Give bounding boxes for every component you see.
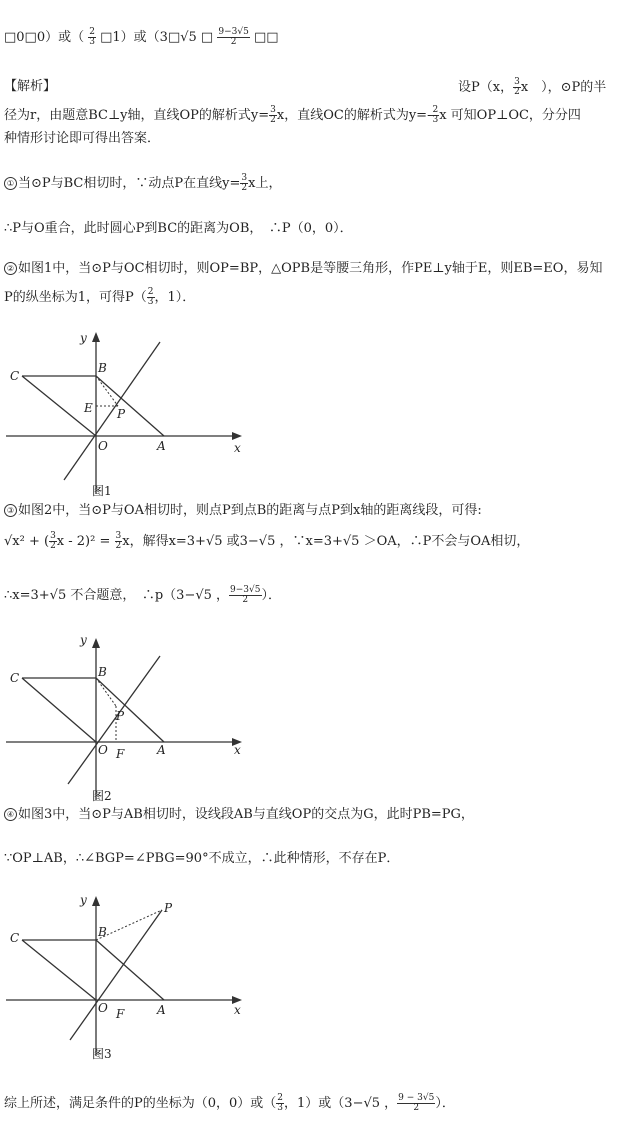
case-marker: ① bbox=[4, 177, 17, 190]
fraction: $\frac{9-3√5}{2}$ bbox=[218, 27, 249, 47]
case-marker: ② bbox=[4, 262, 17, 275]
case-marker: ③ bbox=[4, 504, 17, 517]
label-C: C bbox=[10, 369, 20, 383]
label-F: F bbox=[116, 1007, 125, 1021]
line-OP bbox=[64, 342, 160, 480]
analysis-line-3: 种情形讨论即可得出答案． bbox=[4, 131, 161, 146]
label-x: x bbox=[234, 743, 241, 757]
label-P: P bbox=[116, 709, 125, 723]
figure-2 bbox=[0, 626, 260, 806]
label-O: O bbox=[98, 439, 108, 453]
label-x: x bbox=[234, 441, 241, 455]
label-A: A bbox=[157, 743, 166, 757]
answer-text: □□ bbox=[253, 30, 279, 45]
case1-line1: ① 当⊙P与BC相切时，∵动点P在直线y= $\frac{3}{2}$ x上， bbox=[4, 174, 281, 193]
label-B: B bbox=[98, 361, 107, 375]
label-A: A bbox=[157, 1003, 166, 1017]
y-arrow bbox=[92, 332, 100, 342]
segment-BP bbox=[96, 376, 118, 406]
case2-line2: P的纵坐标为1，可得P（ $\frac{2}{3}$ ，1）． bbox=[4, 287, 196, 307]
label-A: A bbox=[157, 439, 166, 453]
label-O: O bbox=[98, 1001, 108, 1015]
label-y: y bbox=[80, 633, 87, 647]
case4-line2: ∵OP⊥AB，∴∠BGP=∠PBG=90°不成立，∴此种情形，不存在P． bbox=[4, 851, 400, 866]
figure-1-caption: 图1 bbox=[92, 484, 112, 498]
label-C: C bbox=[10, 671, 20, 685]
analysis-right-text: 设P（x， $\frac{3}{2}$ x ），⊙P的半 bbox=[458, 77, 607, 97]
label-y: y bbox=[80, 331, 87, 345]
case4-line1: ④ 如图3中，当⊙P与AB相切时，设线段AB与直线OP的交点为G，此时PB=PG， bbox=[4, 806, 474, 824]
label-B: B bbox=[98, 925, 107, 939]
x-arrow bbox=[232, 432, 242, 440]
label-B: B bbox=[98, 665, 107, 679]
label-y: y bbox=[80, 893, 87, 907]
label-E: E bbox=[84, 401, 93, 415]
case-marker: ④ bbox=[4, 808, 17, 821]
figure-2-caption: 图2 bbox=[92, 789, 112, 803]
figure-1 bbox=[0, 320, 260, 500]
analysis-line-2: 径为r，由题意BC⊥y轴，直线OP的解析式y= $\frac{3}{2}$ x，直线OC的解析式为y=- $\frac{2}{3}$ x 可知OP⊥OC，分分四 bbox=[4, 105, 581, 125]
line-OP bbox=[68, 656, 160, 784]
case2-line1: ② 如图1中，当⊙P与OC相切时，则OP=BP，△OPB是等腰三角形，作PE⊥y轴于E，则EB=EO，易知 bbox=[4, 260, 602, 278]
label-F: F bbox=[116, 747, 125, 761]
case1-line2: ∴P与O重合，此时圆心P到BC的距离为OB， ∴P（0，0）． bbox=[4, 221, 353, 236]
answer-text: □1）或（3□√5 □ bbox=[100, 30, 214, 45]
y-arrow bbox=[92, 896, 100, 906]
answer-line bbox=[4, 28, 279, 47]
segment-BP bbox=[96, 678, 116, 706]
case3-line1: ③ 如图2中，当⊙P与OA相切时，则点P到点B的距离与点P到x轴的距离线段，可得: bbox=[4, 502, 482, 520]
label-C: C bbox=[10, 931, 20, 945]
segment-CO bbox=[22, 940, 96, 1000]
answer-text: □0□0）或（ bbox=[4, 30, 85, 45]
y-arrow bbox=[92, 638, 100, 648]
case3-line2: √x² + ( $\frac{3}{2}$ x - 2)² = $\frac{3}{2}$ x，解得x=3+√5 或3−√5 ，∵x=3+√5 ＞OA，∴P不会与OA相切， bbox=[4, 531, 530, 551]
figure-3-caption: 图3 bbox=[92, 1047, 112, 1061]
label-P: P bbox=[117, 407, 126, 421]
label-x: x bbox=[234, 1003, 241, 1017]
segment-BA bbox=[96, 678, 164, 742]
analysis-heading: 【解析】 bbox=[4, 79, 57, 94]
label-P: P bbox=[164, 901, 173, 915]
segment-CO bbox=[22, 678, 96, 742]
fraction: $\frac{2}{3}$ bbox=[89, 27, 95, 47]
segment-BA bbox=[96, 940, 164, 1000]
summary-line: 综上所述，满足条件的P的坐标为（0，0）或（ $\frac{2}{3}$ ，1）或（3−√5 ， $\frac{9 - 3√5}{2}$ ）． bbox=[4, 1093, 455, 1113]
label-O: O bbox=[98, 743, 108, 757]
figure-3 bbox=[0, 884, 260, 1064]
case3-line3: ∴x=3+√5 不合题意， ∴p（3−√5 ， $\frac{9-3√5}{2}$ ）． bbox=[4, 585, 282, 605]
